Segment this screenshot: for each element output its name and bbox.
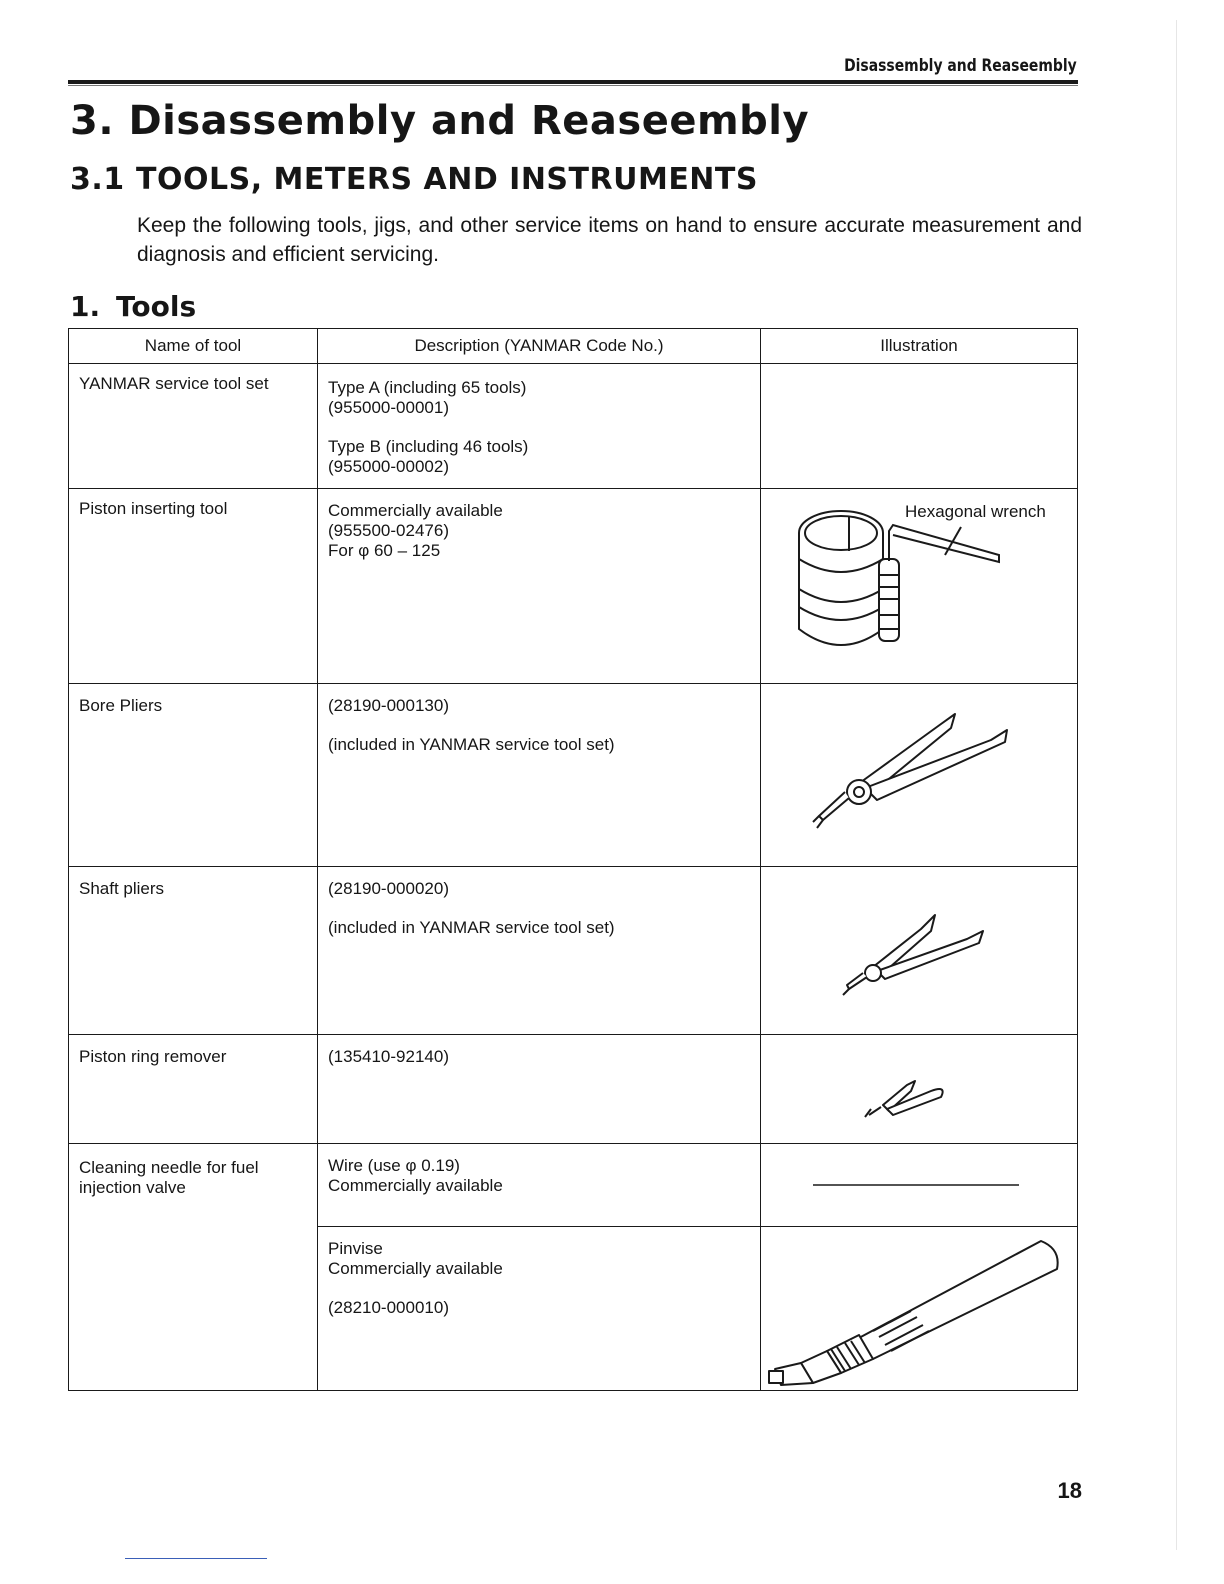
desc-gap <box>328 418 750 437</box>
header-description: Description (YANMAR Code No.) <box>318 329 761 364</box>
desc-line: (955500-02476) <box>328 521 449 540</box>
section-heading <box>70 162 758 197</box>
desc-gap <box>328 899 750 918</box>
desc-line: For φ 60 – 125 <box>328 541 441 560</box>
table-row <box>69 364 1078 489</box>
tool-description <box>318 1035 761 1144</box>
wire-line-icon <box>761 1144 1076 1225</box>
shaft-pliers-illustration <box>761 867 1078 1035</box>
tools-table <box>68 328 1078 1391</box>
subsection-number: 1. <box>70 290 101 323</box>
desc-line: Commercially available <box>328 1176 503 1195</box>
desc-line: (28190-000130) <box>328 696 449 715</box>
desc-line: (included in YANMAR service tool set) <box>328 918 615 937</box>
header-rule <box>68 80 1078 84</box>
table-row <box>69 867 1078 1035</box>
hexagonal-wrench-label: Hexagonal wrench <box>905 502 1046 521</box>
header-rule-thin <box>68 85 1078 86</box>
tool-name: Piston ring remover <box>69 1035 318 1144</box>
table-row <box>69 684 1078 867</box>
tool-name: YANMAR service tool set <box>69 364 318 489</box>
page-number: 18 <box>1057 1478 1082 1503</box>
bore-pliers-icon <box>761 684 1076 865</box>
section-number: 3.1 <box>70 162 125 197</box>
desc-line: (28190-000020) <box>328 879 449 898</box>
desc-line: (135410-92140) <box>328 1047 449 1066</box>
piston-ring-compressor-icon <box>761 489 1076 682</box>
table-header-row <box>69 329 1078 364</box>
illustration-cell-empty <box>761 364 1078 489</box>
desc-gap <box>328 716 750 735</box>
tool-description <box>318 489 761 684</box>
bore-pliers-illustration <box>761 684 1078 867</box>
tool-description <box>318 867 761 1035</box>
footer-mark-line <box>125 1558 267 1559</box>
running-head: Disassembly and Reaseembly <box>844 56 1077 76</box>
table-row <box>69 489 1078 684</box>
piston-ring-remover-icon <box>761 1035 1076 1142</box>
chapter-title: 3. Disassembly and Reaseembly <box>70 98 810 144</box>
scan-edge-line <box>1176 20 1177 1550</box>
intro-paragraph: Keep the following tools, jigs, and other service items on hand to ensure accurate measurement and diagnosis and efficient servicing. <box>137 214 1082 266</box>
pinvise-illustration <box>761 1227 1078 1391</box>
pinvise-icon <box>761 1227 1076 1389</box>
tool-name: Cleaning needle for fuel injection valve <box>69 1144 318 1391</box>
header-illustration: Illustration <box>761 329 1078 364</box>
tool-description <box>318 1144 761 1227</box>
subsection-heading <box>70 290 196 323</box>
piston-inserting-tool-illustration <box>761 489 1078 684</box>
table-row <box>69 1144 1078 1227</box>
header-name-of-tool: Name of tool <box>69 329 318 364</box>
subsection-title: Tools <box>116 290 197 323</box>
tool-description <box>318 684 761 867</box>
desc-line: Commercially available <box>328 1259 503 1278</box>
desc-gap <box>328 1279 750 1298</box>
tool-name: Shaft pliers <box>69 867 318 1035</box>
desc-line: Pinvise <box>328 1239 383 1258</box>
tool-name: Piston inserting tool <box>69 489 318 684</box>
wire-illustration <box>761 1144 1078 1227</box>
desc-line: (955000-00001) <box>328 398 449 417</box>
tool-description <box>318 1227 761 1391</box>
desc-line: Type A (including 65 tools) <box>328 378 527 397</box>
tool-description <box>318 364 761 489</box>
desc-line: (28210-000010) <box>328 1298 449 1317</box>
desc-line: (955000-00002) <box>328 457 449 476</box>
desc-line: Type B (including 46 tools) <box>328 437 529 456</box>
shaft-pliers-icon <box>761 867 1076 1033</box>
tool-name: Bore Pliers <box>69 684 318 867</box>
table-row <box>69 1035 1078 1144</box>
desc-line: Wire (use φ 0.19) <box>328 1156 460 1175</box>
desc-line: (included in YANMAR service tool set) <box>328 735 615 754</box>
piston-ring-remover-illustration <box>761 1035 1078 1144</box>
desc-line: Commercially available <box>328 501 503 520</box>
section-title: TOOLS, METERS AND INSTRUMENTS <box>136 162 758 197</box>
